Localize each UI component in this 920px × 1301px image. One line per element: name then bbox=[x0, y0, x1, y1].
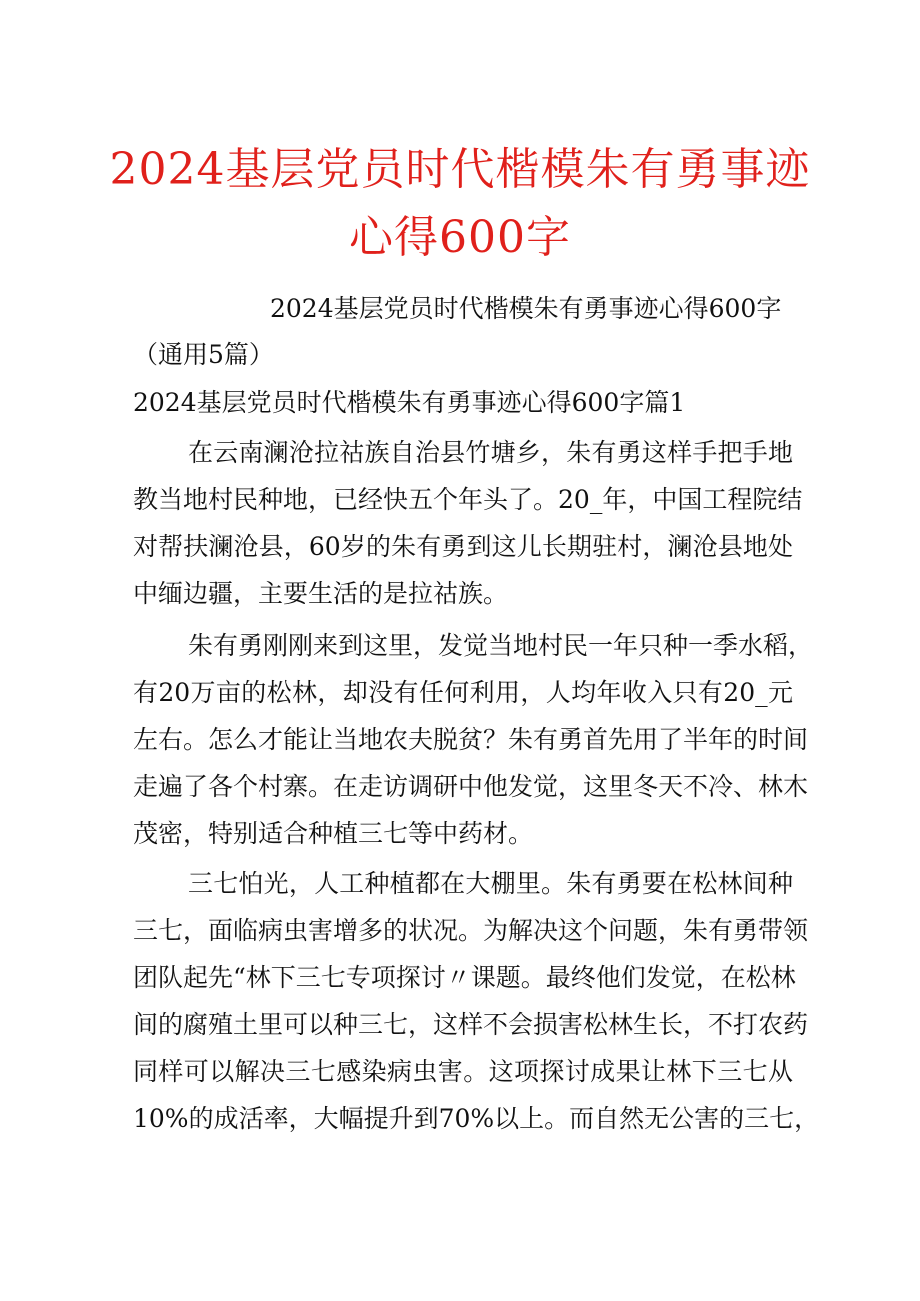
paragraph-line: 有20万亩的松林，却没有任何利用，人均年收入只有20_元 bbox=[133, 678, 793, 707]
paragraph-1 bbox=[133, 429, 803, 617]
section-heading: 2024基层党员时代楷模朱有勇事迹心得600字篇1 bbox=[133, 388, 686, 417]
paragraph-line: 左右。怎么才能让当地农夫脱贫？朱有勇首先用了半年的时间 bbox=[133, 725, 809, 754]
paragraph-line: 中缅边疆，主要生活的是拉祜族。 bbox=[133, 579, 509, 608]
paragraph-line: 在云南澜沧拉祜族自治县竹塘乡，朱有勇这样手把手地 bbox=[188, 438, 793, 467]
paragraph-line: 对帮扶澜沧县，60岁的朱有勇到这儿长期驻村，澜沧县地处 bbox=[133, 532, 793, 561]
document-title-line-1: 2024基层党员时代楷模朱有勇事迹 bbox=[109, 144, 811, 195]
paragraph-line: 同样可以解决三七感染病虫害。这项探讨成果让林下三七从 bbox=[133, 1057, 793, 1086]
paragraph-line: 10%的成活率，大幅提升到70%以上。而自然无公害的三七， bbox=[133, 1104, 820, 1133]
subtitle-line-2: （通用5篇） bbox=[133, 340, 274, 369]
paragraph-2 bbox=[133, 622, 814, 857]
paragraph-3 bbox=[133, 860, 820, 1142]
paragraph-line: 教当地村民种地，已经快五个年头了。20_年，中国工程院结 bbox=[133, 485, 803, 514]
subtitle-line-1: 2024基层党员时代楷模朱有勇事迹心得600字 bbox=[270, 294, 782, 323]
paragraph-line: 茂密，特别适合种植三七等中药材。 bbox=[133, 819, 534, 848]
paragraph-line: 走遍了各个村寨。在走访调研中他发觉，这里冬天不冷、林木 bbox=[133, 772, 809, 801]
paragraph-line: 团队起先“林下三七专项探讨〃课题。最终他们发觉，在松林 bbox=[133, 963, 796, 992]
paragraph-line: 间的腐殖土里可以种三七，这样不会损害松林生长，不打农药 bbox=[133, 1010, 809, 1039]
paragraph-line: 朱有勇刚刚来到这里，发觉当地村民一年只种一季水稻， bbox=[188, 631, 814, 660]
document-title-line-2: 心得600字 bbox=[349, 212, 571, 263]
paragraph-line: 三七怕光，人工种植都在大棚里。朱有勇要在松林间种 bbox=[188, 869, 793, 898]
paragraph-line: 三七，面临病虫害增多的状况。为解决这个问题，朱有勇带领 bbox=[133, 916, 809, 945]
